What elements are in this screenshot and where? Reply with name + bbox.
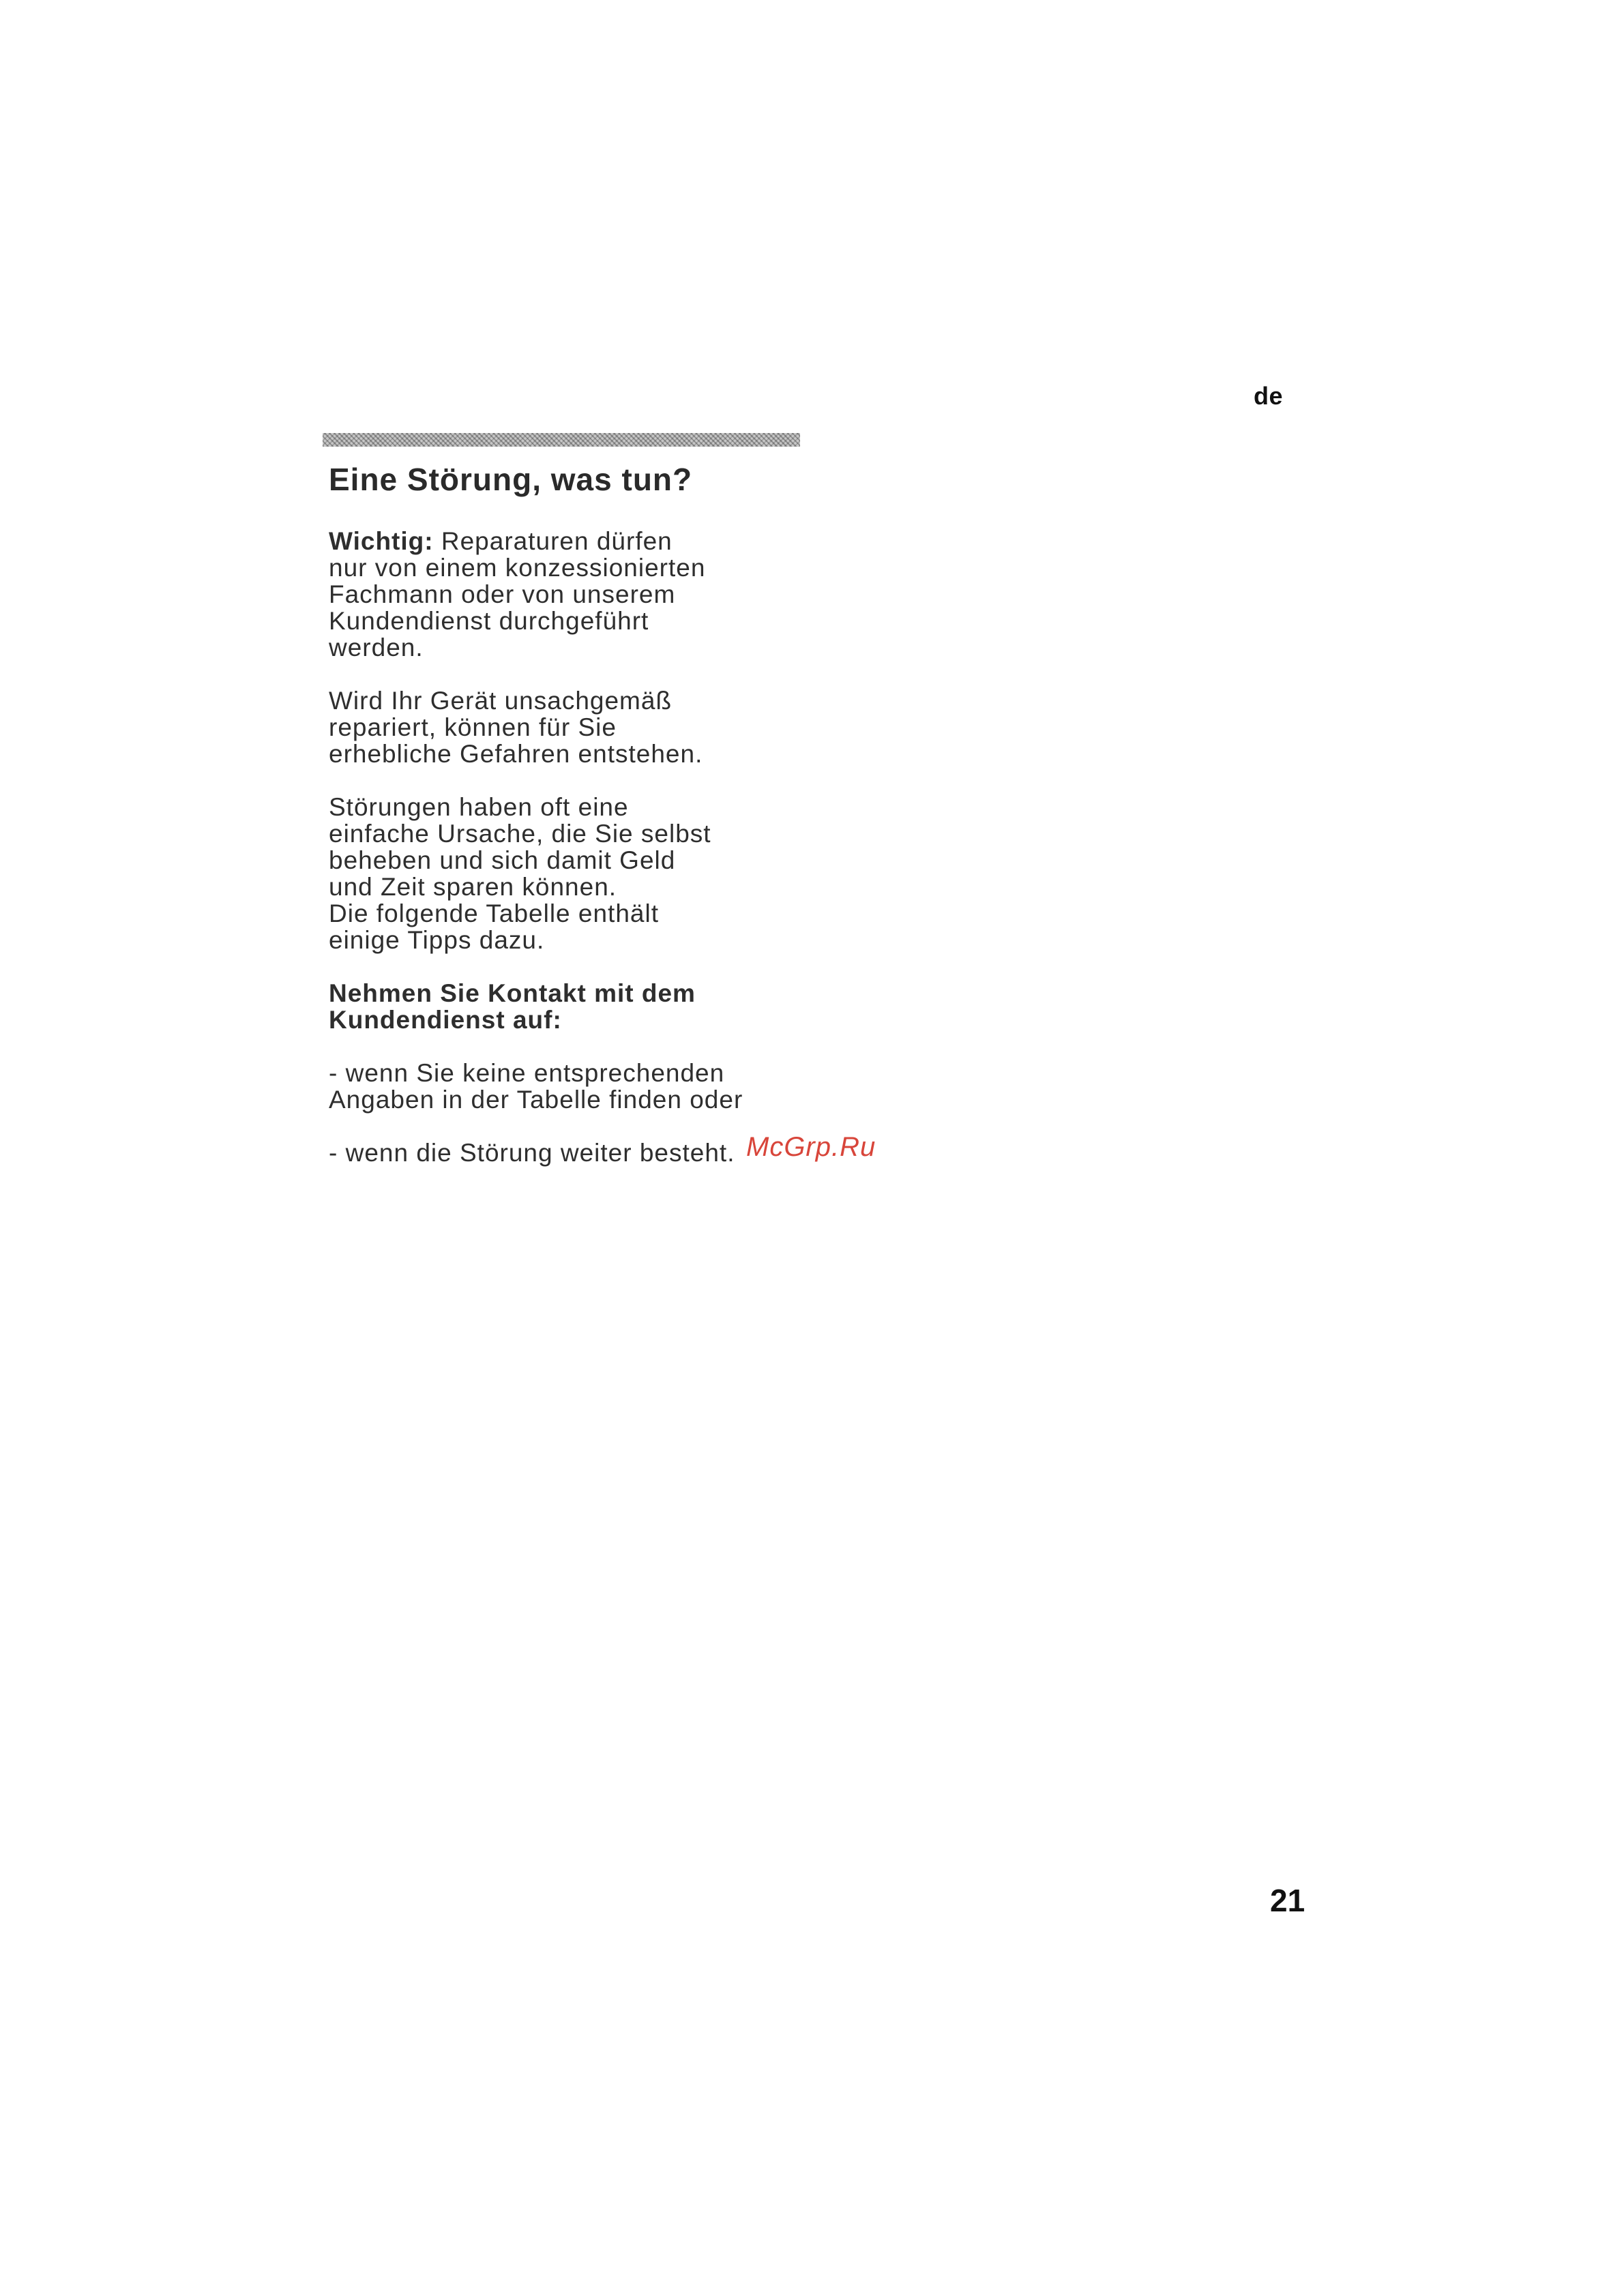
- section-content: [329, 461, 888, 1193]
- important-notice: [329, 528, 888, 661]
- contact-heading-line-2: Kundendienst auf:: [329, 1006, 562, 1034]
- causes-line-5: Die folgende Tabelle enthält: [329, 899, 659, 927]
- contact-condition-1-line-1: - wenn Sie keine entsprechenden: [329, 1059, 725, 1087]
- causes-line-6: einige Tipps dazu.: [329, 926, 545, 954]
- danger-line-3: erhebliche Gefahren entstehen.: [329, 740, 703, 768]
- causes-line-2: einfache Ursache, die Sie selbst: [329, 820, 711, 848]
- important-label: Wichtig:: [329, 527, 434, 555]
- contact-condition-1-line-2: Angaben in der Tabelle finden oder: [329, 1086, 743, 1114]
- page-number: 21: [1270, 1883, 1305, 1918]
- contact-condition-1: [329, 1060, 888, 1113]
- important-text-line-3: Fachmann oder von unserem: [329, 580, 676, 608]
- language-code: de: [1254, 382, 1284, 410]
- section-divider: [323, 433, 800, 447]
- contact-heading: [329, 980, 888, 1033]
- causes-line-4: und Zeit sparen können.: [329, 873, 617, 901]
- contact-condition-2-line-1: - wenn die Störung weiter besteht.: [329, 1139, 735, 1167]
- section-title: Eine Störung, was tun?: [329, 462, 693, 497]
- important-text-line-4: Kundendienst durchgeführt: [329, 607, 649, 635]
- causes-paragraph: [329, 794, 888, 953]
- contact-heading-line-1: Nehmen Sie Kontakt mit dem: [329, 979, 696, 1007]
- danger-line-2: repariert, können für Sie: [329, 713, 617, 741]
- causes-line-3: beheben und sich damit Geld: [329, 846, 676, 874]
- danger-paragraph: [329, 687, 888, 767]
- important-text-line-2: nur von einem konzessionierten: [329, 554, 706, 582]
- important-text-line-5: werden.: [329, 633, 424, 661]
- danger-line-1: Wird Ihr Gerät unsachgemäß: [329, 687, 673, 715]
- causes-line-1: Störungen haben oft eine: [329, 793, 629, 821]
- important-text-line-1: Reparaturen dürfen: [433, 527, 673, 555]
- watermark-logo: McGrp.Ru: [746, 1132, 876, 1162]
